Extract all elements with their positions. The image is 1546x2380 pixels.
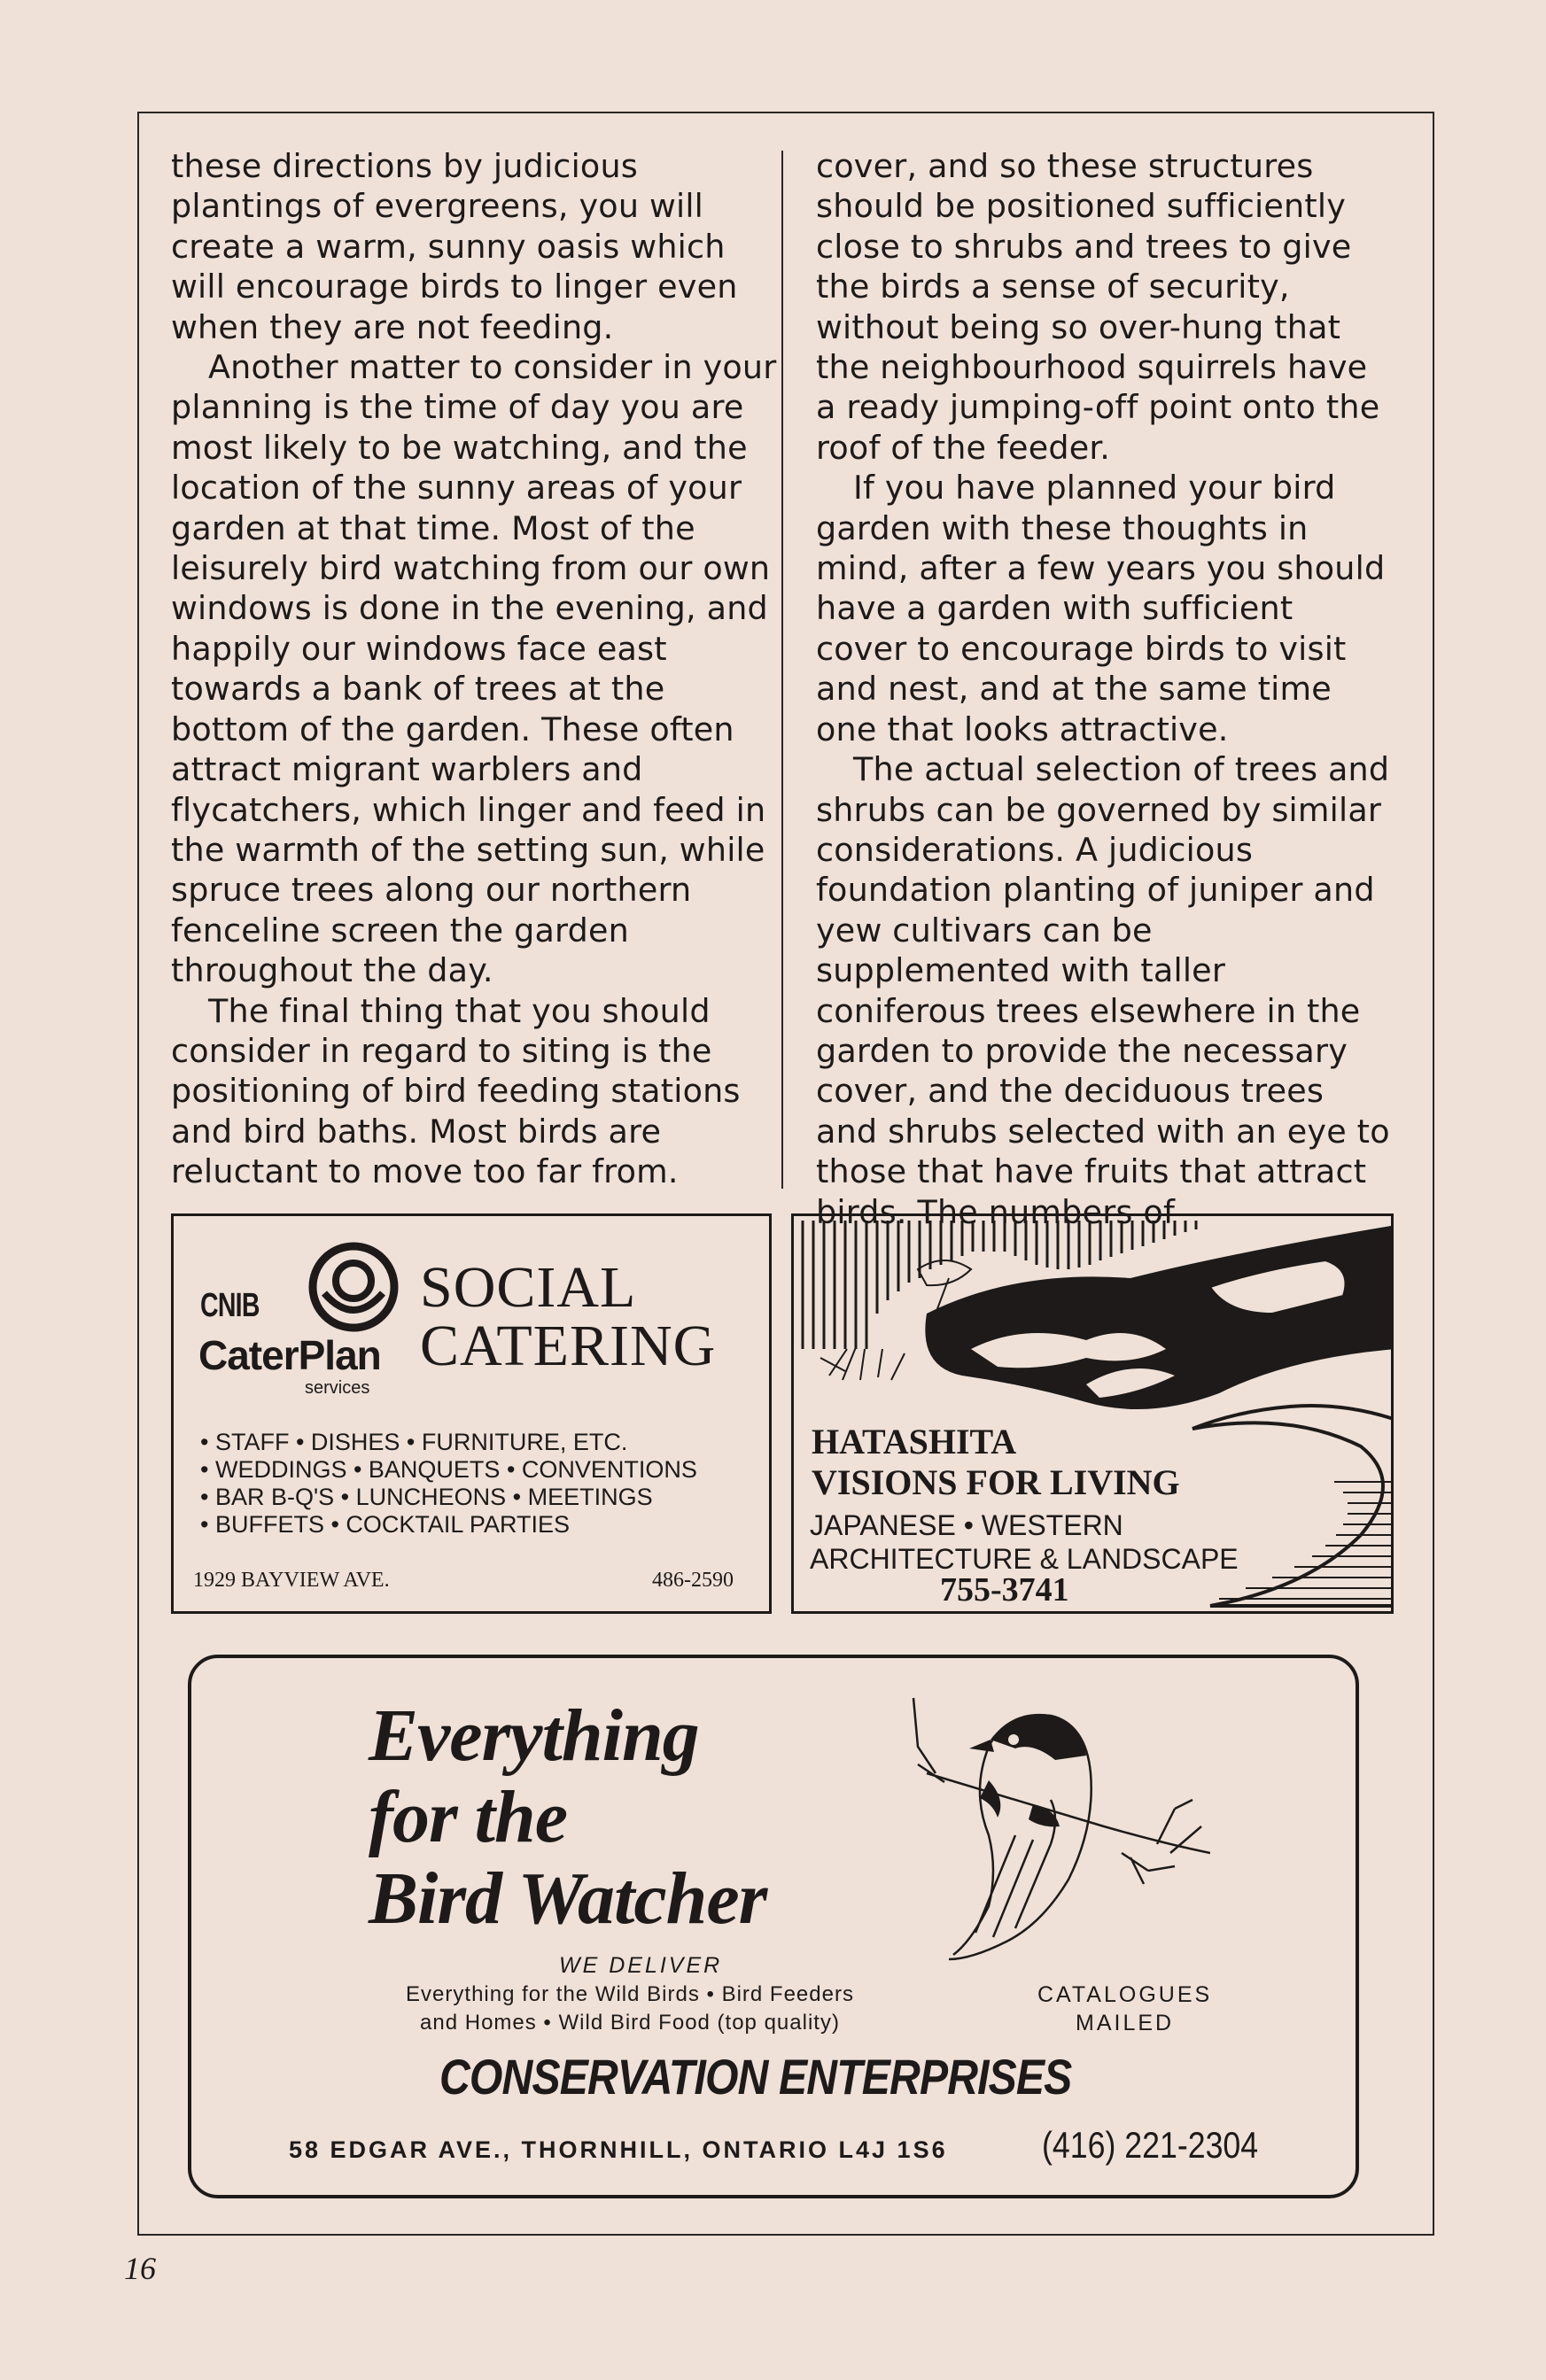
catering-ad	[171, 1213, 772, 1614]
right-paragraph-3: The actual selection of trees and shrubs can be governed by similar considerations. A judicious foundation planting of juniper and yew cultivars can be supplemented with taller coniferous trees elsewhere in the garden to provide the necessary cover, and the deciduous trees and shrubs selected with an eye to those that have fruits that attract birds. The numbers of	[816, 750, 1390, 1231]
bird-ad-company: CONSERVATION ENTERPRISES	[439, 2049, 1072, 2105]
bird-ad-description-line-2: and Homes • Wild Bird Food (top quality)	[420, 2011, 840, 2035]
catering-address: 1929 BAYVIEW AVE.	[193, 1569, 390, 1592]
hatashita-phone: 755-3741	[940, 1571, 1069, 1609]
bird-ad-catalogues	[1037, 1981, 1212, 2037]
bird-ad-headline-line-2: for the	[369, 1776, 567, 1858]
catering-phone: 486-2590	[652, 1569, 734, 1592]
bird-ad-delivery: WE DELIVER	[559, 1953, 723, 1978]
chickadee-icon	[909, 1676, 1210, 1968]
catering-services-list	[200, 1429, 697, 1539]
left-paragraph-3: The final thing that you should consider in regard to siting is the positioning of bird feeding stations and bird baths. Most birds are reluctant to move too far from.	[171, 991, 741, 1191]
bird-ad-headline-line-1: Everything	[369, 1694, 699, 1777]
catering-title-line-1: SOCIAL	[420, 1255, 637, 1320]
right-column	[816, 146, 1392, 1232]
cnib-label: CNIB	[200, 1287, 260, 1324]
caterplan-logo: CaterPlan	[198, 1332, 381, 1378]
left-column	[171, 146, 782, 1192]
bird-ad-description	[360, 1981, 900, 2037]
bird-ad-headline	[369, 1695, 766, 1940]
catering-list-item: • BAR B-Q'S • LUNCHEONS • MEETINGS	[200, 1484, 653, 1510]
bird-ad-address: 58 EDGAR AVE., THORNHILL, ONTARIO L4J 1S6	[289, 2136, 948, 2163]
caterplan-services: services	[305, 1378, 370, 1398]
left-paragraph-1: these directions by judicious plantings of evergreens, you will create a warm, sunny oasis which will encourage birds to linger even when they are not feeding.	[171, 147, 738, 346]
right-paragraph-2: If you have planned your bird garden with these thoughts in mind, after a few years you should have a garden with sufficient cover to encourage birds to visit and nest, and at the same time one that looks attractive.	[816, 469, 1386, 748]
catering-list-item: • STAFF • DISHES • FURNITURE, ETC.	[200, 1429, 628, 1455]
hatashita-subtitle-line-2: ARCHITECTURE & LANDSCAPE	[810, 1543, 1239, 1575]
catering-list-item: • WEDDINGS • BANQUETS • CONVENTIONS	[200, 1456, 697, 1483]
catering-list-item: • BUFFETS • COCKTAIL PARTIES	[200, 1511, 570, 1538]
hatashita-subtitle-line-1: JAPANESE • WESTERN	[810, 1509, 1123, 1541]
bird-ad-catalogues-line-2: MAILED	[1076, 2011, 1175, 2035]
hatashita-ad	[791, 1213, 1394, 1614]
catering-title-line-2: CATERING	[420, 1314, 717, 1378]
bird-ad-headline-line-3: Bird Watcher	[369, 1857, 767, 1940]
bird-ad-description-line-1: Everything for the Wild Birds • Bird Feeders	[406, 1982, 854, 2006]
hatashita-title-line-2: VISIONS FOR LIVING	[812, 1462, 1180, 1502]
bird-ad-phone: (416) 221-2304	[1042, 2124, 1259, 2166]
cnib-logo-icon	[305, 1238, 402, 1336]
page-number: 16	[124, 2251, 156, 2286]
hatashita-title-line-1: HATASHITA	[812, 1422, 1017, 1461]
hatashita-title	[812, 1422, 1180, 1503]
hatashita-subtitle	[810, 1508, 1239, 1576]
column-divider	[781, 151, 783, 1189]
bird-watcher-ad	[188, 1655, 1359, 2198]
right-paragraph-1: cover, and so these structures should be positioned sufficiently close to shrubs and trees to give the birds a sense of security, without being so over-hung that the neighbourhood squirrels have a ready jumping-off point onto the roof of the feeder.	[816, 147, 1380, 467]
bird-ad-catalogues-line-1: CATALOGUES	[1037, 1982, 1213, 2007]
catering-title	[420, 1255, 717, 1378]
left-paragraph-2: Another matter to consider in your planning is the time of day you are most likely to be watching, and the location of the sunny areas of your garden at that time. Most of the leisurely bird watching from our own windows is done in the evening, and happily our windows face east towards a bank of trees at the bottom of the garden. These often attract migrant warblers and flycatchers, which linger and feed in the warmth of the setting sun, while spruce trees along our northern fenceline screen the garden throughout the day.	[171, 348, 777, 990]
